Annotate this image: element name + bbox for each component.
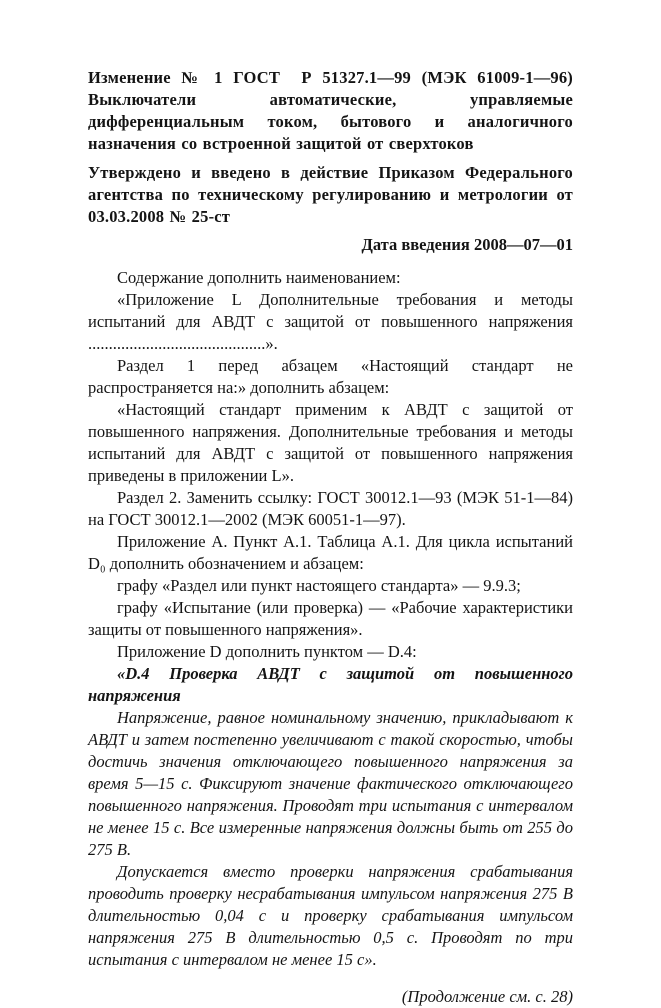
amendment-title: Изменение № 1 ГОСТ Р 51327.1—99 (МЭК 61009-1—96) Выключатели автоматические, управляемые дифференциальным током, бытового и аналогичного назначения со встроенной защитой от сверхтоков	[88, 68, 573, 153]
amendment-document	[88, 67, 573, 1008]
paragraph-column-test: графу «Испытание (или проверка) — «Рабочие характеристики защиты от повышенного напряжения».	[88, 598, 573, 639]
continuation-note: (Продолжение см. с. 28)	[401, 987, 573, 1006]
paragraph-appendix-a-note: Приложение А. Пункт А.1. Таблица А.1. Для цикла испытаний D₀ дополнить обозначением и абзацем:	[88, 532, 573, 573]
paragraph-section1-addition: «Настоящий стандарт применим к АВДТ с защитой от повышенного напряжения. Дополнительные требования и методы испытаний для АВДТ с защитой от повышенного напряжения приведены в приложении L».	[88, 400, 573, 485]
paragraph-section1-note: Раздел 1 перед абзацем «Настоящий стандарт не распространяется на:» дополнить абзацем:	[88, 356, 573, 397]
d4-test-procedure: Напряжение, равное номинальному значению, прикладывают к АВДТ и затем постепенно увеличивают с такой скоростью, чтобы достичь значения отключающего повышенного напряжения за время 5—15 с. Фиксируют значение фактического отключающего повышенного напряжения. Проводят три испытания с интервалом не менее 15 с. Все измеренные напряжения должны быть от 255 до 275 В.	[88, 708, 573, 859]
paragraph-section2-replacement: Раздел 2. Заменить ссылку: ГОСТ 30012.1—93 (МЭК 51-1—84) на ГОСТ 30012.1—2002 (МЭК 60051-1—97).	[88, 488, 573, 529]
paragraph-column-section: графу «Раздел или пункт настоящего стандарта» — 9.9.3;	[117, 576, 521, 595]
d4-clause-heading: «D.4 Проверка АВДТ с защитой от повышенного напряжения	[88, 664, 573, 705]
paragraph-contents-note: Содержание дополнить наименованием:	[117, 268, 401, 287]
paragraph-appendix-d-note: Приложение D дополнить пунктом — D.4:	[117, 642, 417, 661]
effective-date: Дата введения 2008—07—01	[361, 235, 573, 254]
d4-alternative-check: Допускается вместо проверки напряжения срабатывания проводить проверку несрабатывания импульсом напряжения 275 В длительностью 0,04 с и проверку срабатывания импульсом напряжения 275 В длительностью 0,5 с. Проводят по три испытания с интервалом не менее 15 с».	[88, 862, 573, 969]
approval-statement: Утверждено и введено в действие Приказом Федерального агентства по техническому регулированию и метрологии от 03.03.2008 № 25-ст	[88, 163, 573, 226]
paragraph-appendix-l-entry: «Приложение L Дополнительные требования и методы испытаний для АВДТ с защитой от повышенного напряжения ...........................................».	[88, 290, 573, 353]
